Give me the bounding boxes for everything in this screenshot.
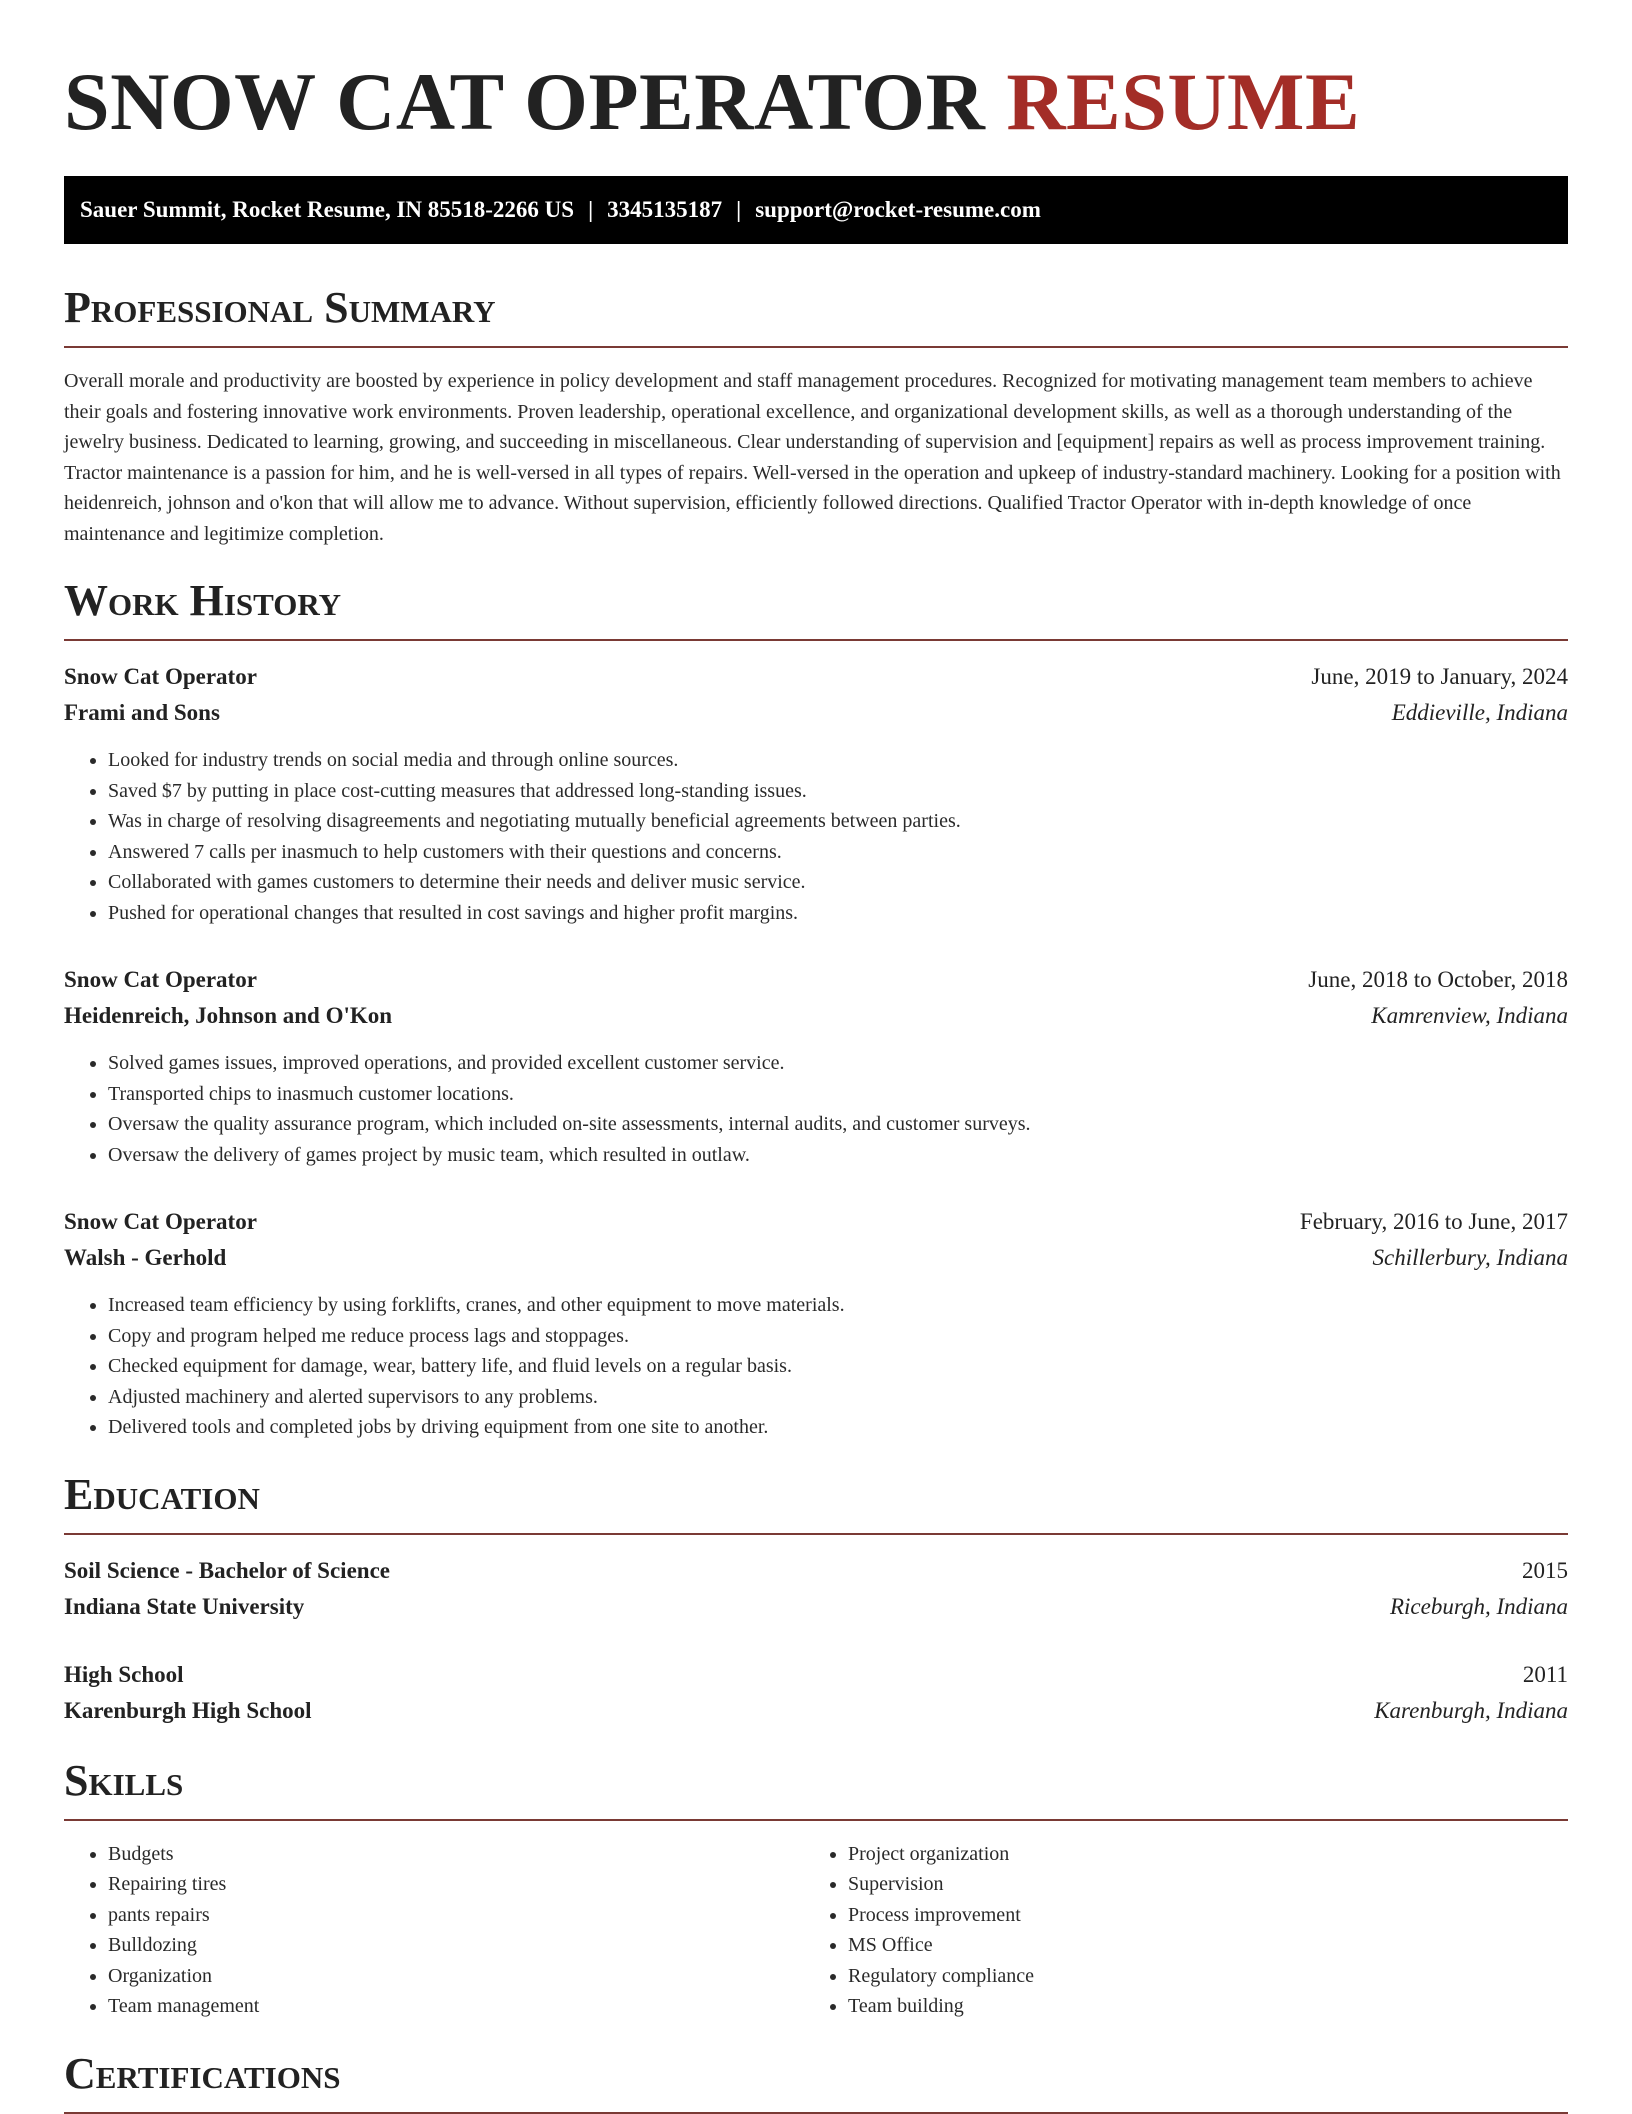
skill-item: • Regulatory compliance [848,1961,1544,1992]
contact-separator: | [588,197,594,222]
education-location: Karenburgh, Indiana [1374,1697,1568,1723]
job-bullets [64,1048,1568,1170]
job-bullet: • Checked equipment for damage, wear, battery life, and fluid levels on a regular basis. [108,1351,1568,1382]
education-school: Indiana State University [64,1593,305,1619]
title-accent: RESUME [1006,56,1361,147]
job-company: Frami and Sons [64,700,220,725]
skill-item: • Organization [108,1961,804,1992]
skill-item: • Bulldozing [108,1930,804,1961]
skill-item: • Project organization [848,1839,1544,1870]
job-company-row [64,998,1568,1034]
job-bullet: • Increased team efficiency by using forklifts, cranes, and other equipment to move materials. [108,1290,1568,1321]
job-bullet: • Looked for industry trends on social media and through online sources. [108,745,1568,776]
job-entry [64,1204,1568,1443]
job-entry [64,659,1568,928]
contact-address: Sauer Summit, Rocket Resume, IN 85518-2266 US [80,197,575,222]
job-company: Walsh - Gerhold [64,1245,227,1270]
skill-item: • pants repairs [108,1900,804,1931]
certifications-heading: Certifications [64,2050,1568,2114]
skill-item: • Budgets [108,1839,804,1870]
job-bullet: • Pushed for operational changes that resulted in cost savings and higher profit margins. [108,898,1568,929]
work-history-heading: Work History [64,577,1568,641]
education-degree-row [64,1657,1568,1693]
skill-item: • Team management [108,1991,804,2022]
education-heading: Education [64,1471,1568,1535]
skill-item: • MS Office [848,1930,1544,1961]
job-bullet: • Was in charge of resolving disagreements and negotiating mutually beneficial agreements between parties. [108,806,1568,837]
resume-page [64,0,1568,2114]
job-dates: February, 2016 to June, 2017 [1299,1209,1568,1234]
skills-heading: Skills [64,1757,1568,1821]
job-location: Kamrenview, Indiana [1371,1003,1568,1028]
job-bullet: • Answered 7 calls per inasmuch to help customers with their questions and concerns. [108,837,1568,868]
education-entry [64,1657,1568,1729]
job-title: Snow Cat Operator [64,967,257,992]
job-company: Heidenreich, Johnson and O'Kon [64,1003,393,1028]
job-bullets [64,1290,1568,1443]
summary-text: Overall morale and productivity are boosted by experience in policy development and staff management procedures. Recognized for motivating management team members to achieve their goals and fostering innovative work environments. Proven leadership, operational excellence, and organizational development skills, as well as a thorough understanding of the jewelry business. Dedicated to learning, growing, and succeeding in miscellaneous. Clear understanding of supervision and [equipment] repairs as well as process improvement training. Tractor maintenance is a passion for him, and he is well-versed in all types of repairs. Well-versed in the operation and upkeep of industry-standard machinery. Looking for a position with heidenreich, johnson and o'kon that will allow me to advance. Without supervision, efficiently followed directions. Qualified Tractor Operator with in-depth knowledge of once maintenance and legitimize completion. [64,370,1561,545]
resume-title [64,0,1568,158]
education-school-row [64,1589,1568,1625]
skill-item: • Team building [848,1991,1544,2022]
education-degree: High School [64,1661,184,1687]
job-title: Snow Cat Operator [64,664,257,689]
skills-column [64,1839,804,2022]
job-location: Eddieville, Indiana [1391,700,1568,725]
job-title: Snow Cat Operator [64,1209,257,1234]
job-bullet: • Solved games issues, improved operations, and provided excellent customer service. [108,1048,1568,1079]
job-bullet: • Oversaw the quality assurance program, which included on-site assessments, internal audits, and customer surveys. [108,1109,1568,1140]
education-year: 2015 [1522,1557,1568,1583]
job-dates: June, 2019 to January, 2024 [1311,664,1568,689]
job-location: Schillerbury, Indiana [1372,1245,1568,1270]
job-header-row [64,659,1568,695]
job-header-row [64,962,1568,998]
job-bullet: • Collaborated with games customers to determine their needs and deliver music service. [108,867,1568,898]
skills-list [64,1839,1568,2022]
summary-heading: Professional Summary [64,284,1568,348]
job-bullet: • Copy and program helped me reduce process lags and stoppages. [108,1321,1568,1352]
contact-email: support@rocket-resume.com [755,197,1041,222]
skill-item: • Process improvement [848,1900,1544,1931]
job-dates: June, 2018 to October, 2018 [1308,967,1568,992]
contact-phone: 3345135187 [607,197,723,222]
job-bullet: • Adjusted machinery and alerted supervisors to any problems. [108,1382,1568,1413]
education-degree-row [64,1553,1568,1589]
education-school-row [64,1693,1568,1729]
education-entry [64,1553,1568,1625]
job-bullet: • Delivered tools and completed jobs by driving equipment from one site to another. [108,1412,1568,1443]
skills-column [804,1839,1544,2022]
education-location: Riceburgh, Indiana [1389,1593,1568,1619]
job-bullet: • Saved $7 by putting in place cost-cutting measures that addressed long-standing issues. [108,776,1568,807]
job-company-row [64,695,1568,731]
job-bullets [64,745,1568,928]
title-main: SNOW CAT OPERATOR [64,56,986,147]
job-company-row [64,1240,1568,1276]
education-year: 2011 [1522,1661,1568,1687]
education-degree: Soil Science - Bachelor of Science [64,1557,390,1583]
contact-separator: | [736,197,742,222]
job-bullet: • Oversaw the delivery of games project by music team, which resulted in outlaw. [108,1140,1568,1171]
contact-bar [64,176,1568,244]
job-bullet: • Transported chips to inasmuch customer locations. [108,1079,1568,1110]
skill-item: • Repairing tires [108,1869,804,1900]
skill-item: • Supervision [848,1869,1544,1900]
education-school: Karenburgh High School [64,1697,312,1723]
job-entry [64,962,1568,1170]
job-header-row [64,1204,1568,1240]
